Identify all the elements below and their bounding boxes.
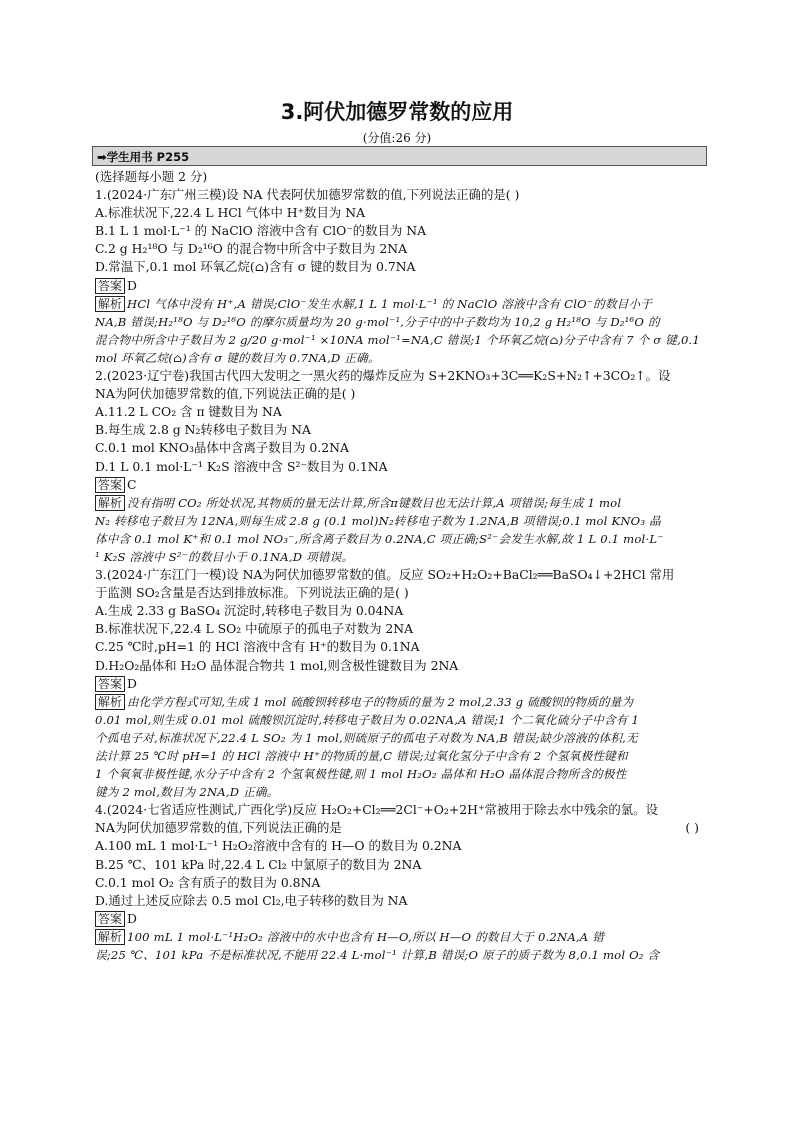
text-line: A.生成 2.33 g BaSO₄ 沉淀时,转移电子数目为 0.04NA bbox=[95, 603, 404, 619]
text-line: B.每生成 2.8 g N₂转移电子数目为 NA bbox=[95, 422, 311, 438]
analysis-text: HCl 气体中没有 H⁺,A 错误;ClO⁻发生水解,1 L 1 mol·L⁻¹ 的 NaClO 溶液中含有 ClO⁻的数目小于 bbox=[127, 296, 653, 311]
book-reference-banner bbox=[92, 146, 707, 166]
text-line: 1 个氧氧非极性键,水分子中含有 2 个氢氧极性键,则 1 mol H₂O₂ 晶体和 H₂O 晶体混合物所含的极性 bbox=[95, 767, 627, 782]
text-line: D.常温下,0.1 mol 环氧乙烷(⌂)含有 σ 键的数目为 0.7NA bbox=[95, 259, 416, 275]
answer-tag: 答案 bbox=[95, 278, 125, 294]
text-line: D.H₂O₂晶体和 H₂O 晶体混合物共 1 mol,则含极性键数目为 2NA bbox=[95, 657, 459, 673]
text-line: D.1 L 0.1 mol·L⁻¹ K₂S 溶液中含 S²⁻数目为 0.1NA bbox=[95, 458, 388, 474]
analysis-text: 由化学方程式可知,生成 1 mol 硫酸钡转移电子的物质的量为 2 mol,2.33 g 硫酸钡的物质的量为 bbox=[127, 694, 634, 709]
text-line: D.通过上述反应除去 0.5 mol Cl₂,电子转移的数目为 NA bbox=[95, 892, 408, 908]
text-line: ¹ K₂S 溶液中 S²⁻的数目小于 0.1NA,D 项错误。 bbox=[95, 549, 354, 564]
analysis-text: 100 mL 1 mol·L⁻¹H₂O₂ 溶液中的水中也含有 H—O,所以 H—O 的数目大于 0.2NA,A 错 bbox=[127, 929, 605, 944]
text-line: A.100 mL 1 mol·L⁻¹ H₂O₂溶液中含有的 H—O 的数目为 0.2NA bbox=[95, 838, 462, 854]
score-note: (分值:26 分) bbox=[362, 131, 432, 145]
text-line: C.2 g H₂¹⁸O 与 D₂¹⁶O 的混合物中所含中子数目为 2NA bbox=[95, 241, 408, 257]
banner-text: ➡学生用书 P255 bbox=[97, 150, 190, 164]
text-line: NA,B 错误;H₂¹⁸O 与 D₂¹⁶O 的摩尔质量均为 20 g·mol⁻¹,分子中的中子数均为 10,2 g H₂¹⁸O 与 D₂¹⁶O 的 bbox=[95, 314, 660, 329]
text-line: A.11.2 L CO₂ 含 π 键数目为 NA bbox=[95, 404, 282, 420]
text-line bbox=[95, 910, 707, 928]
answer-text: D bbox=[127, 277, 137, 293]
analysis-tag: 解析 bbox=[95, 694, 125, 710]
text-line bbox=[95, 675, 707, 693]
answer-text: D bbox=[127, 910, 137, 926]
analysis-tag: 解析 bbox=[95, 495, 125, 511]
text-line bbox=[95, 494, 707, 512]
text-line bbox=[95, 277, 707, 295]
text-line: 个孤电子对,标准状况下,22.4 L SO₂ 为 1 mol,则硫原子的孤电子对数为 NA,B 错误;缺少溶液的体积,无 bbox=[95, 730, 638, 745]
text-line: NA为阿伏加德罗常数的值,下列说法正确的是( ) bbox=[95, 386, 356, 402]
page-title: 3.阿伏加德罗常数的应用 bbox=[280, 100, 514, 124]
text-line: B.25 ℃、101 kPa 时,22.4 L Cl₂ 中氯原子的数目为 2NA bbox=[95, 856, 422, 872]
answer-text: D bbox=[127, 675, 137, 691]
analysis-tag: 解析 bbox=[95, 929, 125, 945]
text-line: N₂ 转移电子数目为 12NA,则每生成 2.8 g (0.1 mol)N₂转移电子数为 1.2NA,B 项错误;0.1 mol KNO₃ 晶 bbox=[95, 513, 661, 528]
text-line: 混合物中所含中子数目为 2 g/20 g·mol⁻¹ ×10NA mol⁻¹=NA,C 错误;1 个环氧乙烷(⌂)分子中含有 7 个 σ 键,0.1 bbox=[95, 332, 701, 347]
text-line: B.1 L 1 mol·L⁻¹ 的 NaClO 溶液中含有 ClO⁻的数目为 NA bbox=[95, 223, 427, 239]
analysis-text: 没有指明 CO₂ 所处状况,其物质的量无法计算,所含π键数目也无法计算,A 项错误;每生成 1 mol bbox=[127, 495, 622, 510]
answer-tag: 答案 bbox=[95, 676, 125, 692]
text-line: 体中含 0.1 mol K⁺和 0.1 mol NO₃⁻,所含离子数目为 0.2NA,C 项正确;S²⁻会发生水解,故 1 L 0.1 mol·L⁻ bbox=[95, 531, 664, 546]
analysis-tag: 解析 bbox=[95, 296, 125, 312]
text-line: 3.(2024·广东江门一模)设 NA为阿伏加德罗常数的值。反应 SO₂+H₂O₂+BaCl₂══BaSO₄↓+2HCl 常用 bbox=[95, 567, 675, 583]
text-line: A.标准状况下,22.4 L HCl 气体中 H⁺数目为 NA bbox=[95, 205, 366, 221]
text-line: C.0.1 mol KNO₃晶体中含离子数目为 0.2NA bbox=[95, 440, 349, 456]
text-line: NA为阿伏加德罗常数的值,下列说法正确的是 ( ) bbox=[95, 819, 707, 837]
text-line: (选择题每小题 2 分) bbox=[95, 169, 208, 184]
text-line: 键为 2 mol,数目为 2NA,D 正确。 bbox=[95, 785, 279, 800]
text-line: C.0.1 mol O₂ 含有质子的数目为 0.8NA bbox=[95, 874, 321, 890]
text-line bbox=[95, 693, 707, 711]
question-content bbox=[95, 168, 707, 964]
text-line bbox=[95, 476, 707, 494]
text-line: 4.(2024·七省适应性测试,广西化学)反应 H₂O₂+Cl₂══2Cl⁻+O₂+2H⁺常被用于除去水中残余的氯。设 bbox=[95, 802, 658, 818]
text-line: B.标准状况下,22.4 L SO₂ 中硫原子的孤电子对数为 2NA bbox=[95, 621, 414, 637]
answer-tag: 答案 bbox=[95, 477, 125, 493]
answer-bracket: ( ) bbox=[685, 820, 699, 836]
text-line: 误;25 ℃、101 kPa 不是标准状况,不能用 22.4 L·mol⁻¹ 计算,B 错误;O 原子的质子数为 8,0.1 mol O₂ 含 bbox=[95, 948, 660, 963]
text-line: C.25 ℃时,pH=1 的 HCl 溶液中含有 H⁺的数目为 0.1NA bbox=[95, 639, 420, 655]
text-line: 1.(2024·广东广州三模)设 NA 代表阿伏加德罗常数的值,下列说法正确的是( ) bbox=[95, 187, 520, 203]
text-line: 2.(2023·辽宁卷)我国古代四大发明之一黑火药的爆炸反应为 S+2KNO₃+3C══K₂S+N₂↑+3CO₂↑。设 bbox=[95, 368, 671, 384]
text-line bbox=[95, 928, 707, 946]
text-line bbox=[95, 295, 707, 313]
text-line: 0.01 mol,则生成 0.01 mol 硫酸钡沉淀时,转移电子数目为 0.02NA,A 错误;1 个二氧化硫分子中含有 1 bbox=[95, 712, 640, 727]
text-line: 于监测 SO₂含量是否达到排放标准。下列说法正确的是( ) bbox=[95, 585, 409, 601]
text-line: mol 环氧乙烷(⌂)含有 σ 键的数目为 0.7NA,D 正确。 bbox=[95, 350, 380, 365]
answer-text: C bbox=[127, 476, 137, 492]
text-line: 法计算 25 ℃时 pH=1 的 HCl 溶液中 H⁺的物质的量,C 错误;过氧化氢分子中含有 2 个氢氧极性键和 bbox=[95, 749, 628, 763]
answer-tag: 答案 bbox=[95, 911, 125, 927]
